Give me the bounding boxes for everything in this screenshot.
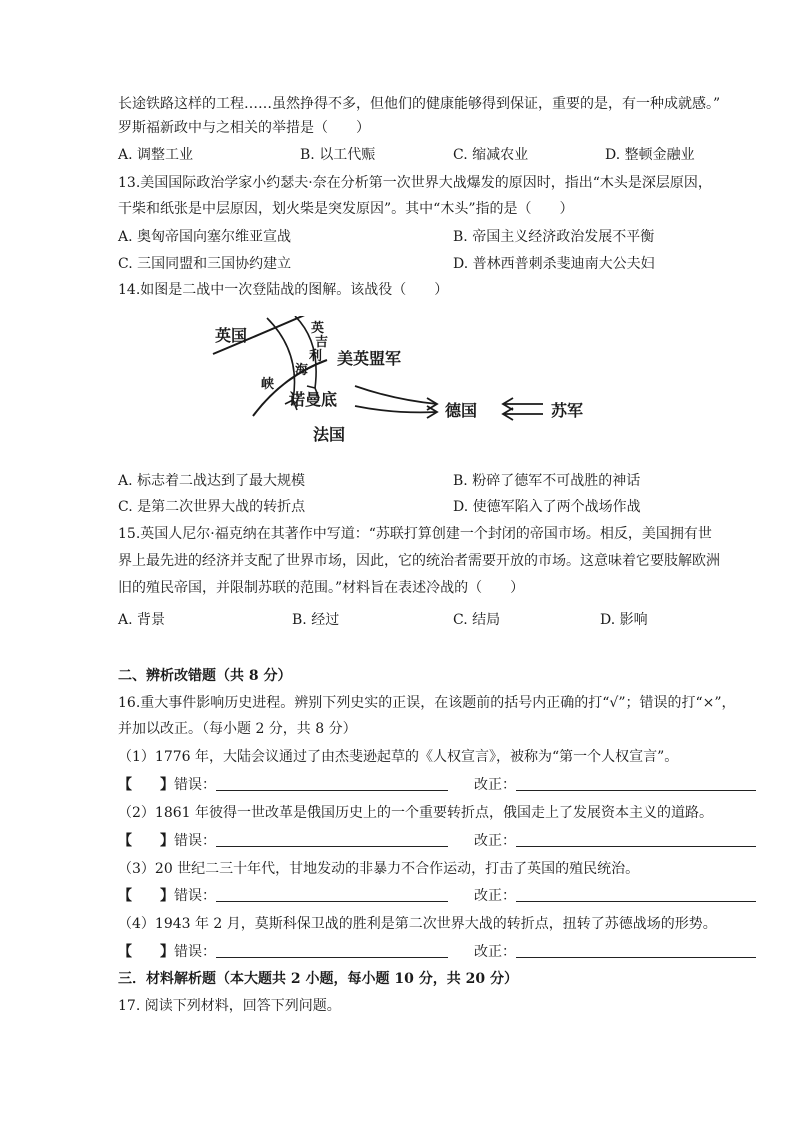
error-label: 错误：: [174, 777, 216, 793]
correct-label: 改正：: [474, 833, 516, 849]
q15-option-c: C. 结局: [453, 612, 501, 628]
q16-item-2: （2）1861 年彼得一世改革是俄国历史上的一个重要转折点，俄国走上了发展资本主义的道路。: [118, 805, 713, 821]
west-front-arrow-1: [355, 386, 437, 404]
label-france: 法国: [313, 425, 346, 444]
q16-item-3: （3）20 世纪二三十年代，甘地发动的非暴力不合作运动，打击了英国的殖民统治。: [118, 861, 640, 877]
label-strait-1: 英: [311, 321, 325, 336]
q16-answer-row-1: [118, 775, 756, 795]
label-strait-4: 海: [295, 363, 309, 378]
label-soviet-army: 苏军: [551, 401, 584, 420]
q13-text-line1: 13.美国国际政治学家小约瑟夫·奈在分析第一次世界大战爆发的原因时，指出“木头是深层原因，: [118, 175, 712, 191]
q15-text-line3: 旧的殖民帝国，并限制苏联的范围。”材料旨在表述冷战的（ ）: [118, 580, 525, 596]
correct-blank[interactable]: [516, 943, 756, 958]
q15-option-a: A. 背景: [118, 612, 166, 628]
q14-option-c: C. 是第二次世界大战的转折点: [118, 499, 306, 515]
q14-option-d: D. 使德军陷入了两个战场作战: [453, 499, 641, 515]
error-label: 错误：: [174, 944, 216, 960]
section2-title: 二、辨析改错题（共 8 分）: [118, 668, 292, 684]
q12-option-b: B. 以工代赈: [300, 147, 376, 163]
q16-answer-row-4: [118, 942, 756, 962]
label-germany: 德国: [445, 401, 478, 420]
q16-answer-row-2: [118, 831, 756, 851]
correct-label: 改正：: [474, 888, 516, 904]
correct-blank[interactable]: [516, 832, 756, 847]
q15-option-b: B. 经过: [292, 612, 340, 628]
label-normandy: 诺曼底: [289, 390, 338, 409]
q12-text-line2: 罗斯福新政中与之相关的举措是（ ）: [118, 120, 370, 136]
q13-option-c: C. 三国同盟和三国协约建立: [118, 256, 292, 272]
error-label: 错误：: [174, 888, 216, 904]
q16-intro-line1: 16.重大事件影响历史进程。辨别下列史实的正误，在该题前的括号内正确的打“√”；错误的打“×”，: [118, 695, 736, 711]
q14-text-line1: 14.如图是二战中一次登陆战的图解。该战役（ ）: [118, 282, 449, 298]
judgement-bracket[interactable]: 【 】: [118, 888, 174, 904]
q14-option-b: B. 粉碎了德军不可战胜的神话: [453, 473, 641, 489]
error-blank[interactable]: [216, 943, 448, 958]
q13-option-b: B. 帝国主义经济政治发展不平衡: [453, 229, 655, 245]
normandy-landing-map: [205, 316, 625, 446]
label-strait-2: 吉: [315, 335, 329, 350]
error-blank[interactable]: [216, 832, 448, 847]
section3-title: 三．材料解析题（本大题共 2 小题，每小题 10 分，共 20 分）: [118, 971, 518, 987]
west-front-arrow-2: [355, 406, 437, 412]
q17-text: 17. 阅读下列材料，回答下列问题。: [118, 998, 341, 1014]
q16-item-1: （1）1776 年，大陆会议通过了由杰斐逊起草的《人权宣言》，被称为“第一个人权宣言”。: [118, 749, 679, 765]
q15-text-line2: 界上最先进的经济并支配了世界市场，因此，它的统治者需要开放的市场。这意味着它要肢解欧洲: [118, 553, 720, 569]
judgement-bracket[interactable]: 【 】: [118, 944, 174, 960]
correct-blank[interactable]: [516, 887, 756, 902]
q15-option-d: D. 影响: [600, 612, 648, 628]
judgement-bracket[interactable]: 【 】: [118, 833, 174, 849]
label-england: 英国: [215, 326, 248, 345]
q13-option-a: A. 奥匈帝国向塞尔维亚宣战: [118, 229, 292, 245]
error-blank[interactable]: [216, 776, 448, 791]
q12-text-line1: 长途铁路这样的工程……虽然挣得不多，但他们的健康能够得到保证，重要的是，有一种成就感。”: [118, 96, 721, 112]
q12-option-c: C. 缩减农业: [453, 147, 529, 163]
q16-item-4: （4）1943 年 2 月，莫斯科保卫战的胜利是第二次世界大战的转折点，扭转了苏德战场的形势。: [118, 916, 717, 932]
judgement-bracket[interactable]: 【 】: [118, 777, 174, 793]
q12-option-d: D. 整顿金融业: [605, 147, 695, 163]
q14-option-a: A. 标志着二战达到了最大规模: [118, 473, 306, 489]
label-strait-5: 峡: [261, 377, 275, 392]
error-blank[interactable]: [216, 887, 448, 902]
q16-answer-row-3: [118, 886, 756, 906]
q15-text-line1: 15.英国人尼尔·福克纳在其著作中写道：“苏联打算创建一个封闭的帝国市场。相反，美国拥有世: [118, 526, 712, 542]
q13-text-line2: 干柴和纸张是中层原因，划火柴是突发原因”。其中“木头”指的是（ ）: [118, 201, 574, 217]
correct-blank[interactable]: [516, 776, 756, 791]
label-allied-forces: 美英盟军: [337, 349, 402, 368]
q12-option-a: A. 调整工业: [118, 147, 194, 163]
label-strait-3: 利: [309, 349, 323, 364]
correct-label: 改正：: [474, 944, 516, 960]
error-label: 错误：: [174, 833, 216, 849]
correct-label: 改正：: [474, 777, 516, 793]
q13-option-d: D. 普林西普刺杀斐迪南大公夫妇: [453, 256, 655, 272]
q16-intro-line2: 并加以改正。（每小题 2 分，共 8 分）: [118, 721, 357, 737]
